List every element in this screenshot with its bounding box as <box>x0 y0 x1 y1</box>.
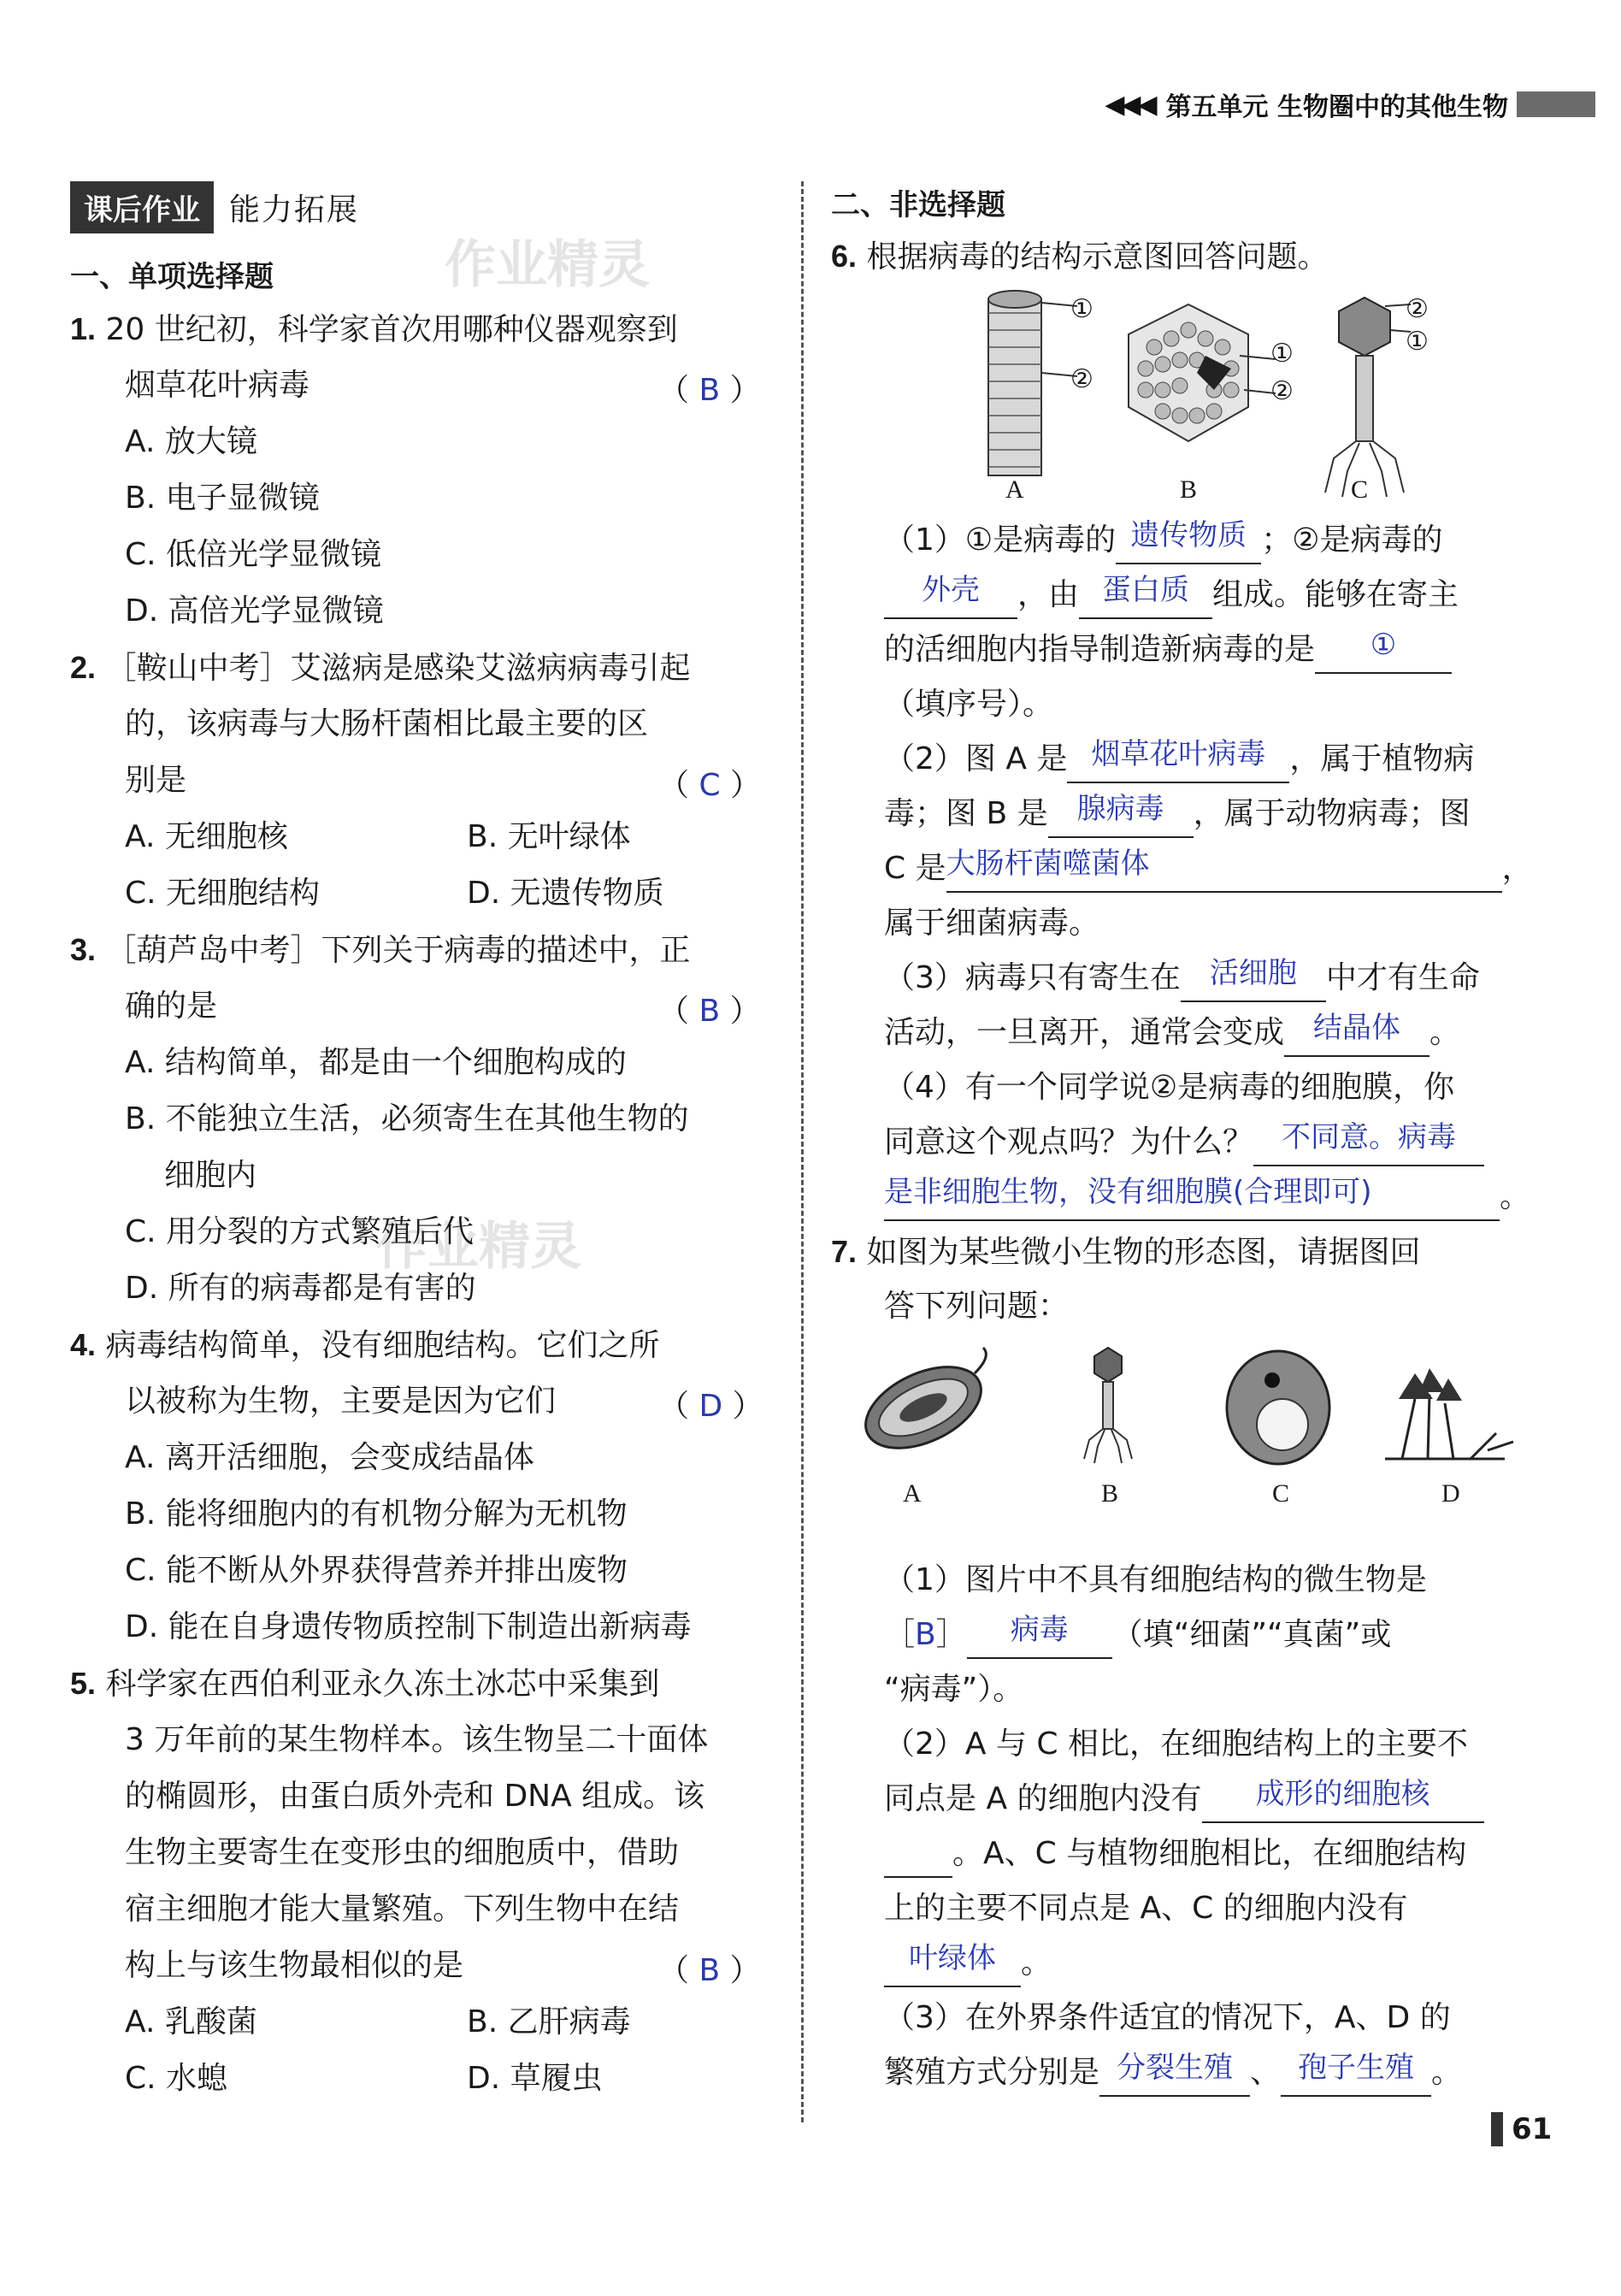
q4-line2: 以被称为生物，主要是因为它们 <box>125 1384 557 1419</box>
q6-p2-line4: 属于细菌病毒。 <box>884 906 1100 941</box>
q6-p2-line1: （2）图 A 是 烟草花叶病毒 ，属于植物病 <box>884 735 1474 783</box>
q7-p3-line1: （3）在外界条件适宜的情况下，A、D 的 <box>884 2000 1451 2035</box>
q6-p1-line1: （1）①是病毒的 遗传物质 ；②是病毒的 <box>884 516 1442 564</box>
q7-p1-line3: “病毒”）。 <box>884 1672 1024 1707</box>
q6-answer-6: 腺病毒 <box>1076 792 1164 826</box>
q7-p2-line2: 同点是 A 的细胞内没有 成形的细胞核 <box>884 1775 1484 1823</box>
microbe-figure <box>855 1339 1522 1476</box>
q2-option-b: B. 无叶绿体 <box>467 819 631 854</box>
q3-option-d: D. 所有的病毒都是有害的 <box>125 1271 476 1306</box>
running-header <box>1105 84 1595 125</box>
section-single-choice: 一、单项选择题 <box>70 260 274 294</box>
q6-answer-1: 遗传物质 <box>1130 518 1247 552</box>
virus-a-rod-icon <box>988 291 1077 475</box>
fig6-label-c: C <box>1351 475 1369 504</box>
q6-answer-4: ① <box>1370 628 1397 662</box>
q6-p3-line1: （3）病毒只有寄生在 活细胞 中才有生命 <box>884 954 1480 1002</box>
header-title: 第五单元 生物圈中的其他生物 <box>1165 92 1508 122</box>
q2-option-a: A. 无细胞核 <box>125 819 288 854</box>
q5-line6: 构上与该生物最相似的是 <box>125 1948 464 1983</box>
fig6-label-a: A <box>1005 475 1024 504</box>
fig7-label-d: D <box>1441 1479 1460 1508</box>
q7-p2-line3: 。A、C 与植物细胞相比，在细胞结构 <box>884 1830 1466 1878</box>
fig7-label-c: C <box>1272 1479 1290 1508</box>
q6-p4-line2: 同意这个观点吗？为什么？ 不同意。病毒 <box>884 1118 1484 1166</box>
q5-option-c: C. 水螅 <box>125 2061 228 2096</box>
q2-option-c: C. 无细胞结构 <box>125 876 321 911</box>
q3-answer: （ B ） <box>658 994 761 1029</box>
q1-option-a: A. 放大镜 <box>125 424 257 459</box>
badge-tag: 课后作业 <box>70 181 214 233</box>
microbe-b-phage-icon <box>1084 1348 1132 1463</box>
fig7-label-b: B <box>1101 1479 1119 1508</box>
q7-line1: 7. 如图为某些微小生物的形态图，请据图回 <box>831 1234 1421 1270</box>
fig7-label-a: A <box>903 1479 922 1508</box>
q6-p1-line4: （填序号）。 <box>884 687 1054 722</box>
q2-option-d: D. 无遗传物质 <box>467 876 664 911</box>
q5-option-b: B. 乙肝病毒 <box>467 2004 631 2039</box>
q1-option-c: C. 低倍光学显微镜 <box>125 537 382 572</box>
q7-p2-line4: 上的主要不同点是 A、C 的细胞内没有 <box>884 1891 1408 1926</box>
q4-answer: （ D ） <box>658 1389 763 1424</box>
q6-p2-line2: 毒；图 B 是 腺病毒 ，属于动物病毒；图 <box>884 790 1471 838</box>
q6-p2-line3: C 是 大肠杆菌噬菌体 ， <box>884 845 1533 893</box>
page-number-mark <box>1491 2112 1503 2146</box>
q1-line1: 1. 20 世纪初，科学家首次用哪种仪器观察到 <box>70 311 678 347</box>
virus-b-adenovirus-icon <box>1129 304 1276 441</box>
fig6-label-b: B <box>1180 475 1198 504</box>
q6-p3-line2: 活动，一旦离开，通常会变成 结晶体 。 <box>884 1009 1460 1057</box>
q5-option-d: D. 草履虫 <box>467 2061 603 2096</box>
q6-p4-line3: 是非细胞生物，没有细胞膜(合理即可) 。 <box>884 1173 1530 1221</box>
q7-p3-line2: 繁殖方式分别是 分裂生殖 、 孢子生殖 。 <box>884 2049 1462 2097</box>
q3-option-b: B. 不能独立生活，必须寄生在其他生物的 <box>125 1101 689 1136</box>
q6-answer-2: 外壳 <box>922 573 980 607</box>
q3-line2: 确的是 <box>125 989 218 1024</box>
fig6-a-label1: ① <box>1070 295 1093 323</box>
q1-option-d: D. 高倍光学显微镜 <box>125 593 384 629</box>
q6-answer-9: 结晶体 <box>1313 1011 1401 1045</box>
q3-option-b-cont: 细胞内 <box>164 1158 257 1193</box>
q3-option-a: A. 结构简单，都是由一个细胞构成的 <box>125 1045 627 1080</box>
q6-p1-line2: 外壳 ，由 蛋白质 组成。能够在寄主 <box>884 571 1459 619</box>
badge-subtitle: 能力拓展 <box>229 192 360 227</box>
q7-answer-3: 成形的细胞核 <box>1255 1777 1430 1811</box>
q7-answer-1: B <box>915 1617 936 1652</box>
homework-badge <box>70 183 359 231</box>
q6-answer-11: 是非细胞生物，没有细胞膜(合理即可) <box>884 1175 1372 1209</box>
page-number: 61 <box>1491 2112 1552 2146</box>
q6-stem: 6. 根据病毒的结构示意图回答问题。 <box>831 239 1329 274</box>
q6-answer-10: 不同意。病毒 <box>1282 1120 1457 1154</box>
q5-line4: 生物主要寄生在变形虫的细胞质中，借助 <box>125 1835 680 1870</box>
q4-option-d: D. 能在自身遗传物质控制下制造出新病毒 <box>125 1609 692 1644</box>
q5-line3: 的椭圆形，由蛋白质外壳和 DNA 组成。该 <box>125 1779 705 1814</box>
q7-line2: 答下列问题： <box>884 1289 1070 1324</box>
q2-line1: 2. ［鞍山中考］艾滋病是感染艾滋病病毒引起 <box>70 650 691 686</box>
q7-answer-4: 叶绿体 <box>909 1941 996 1975</box>
q6-answer-8: 活细胞 <box>1209 956 1297 990</box>
microbe-a-bacterium-icon <box>855 1348 993 1465</box>
q4-option-b: B. 能将细胞内的有机物分解为无机物 <box>125 1496 628 1532</box>
q3-option-c: C. 用分裂的方式繁殖后代 <box>125 1214 475 1249</box>
q7-p1-line2: ［B］ 病毒 （填“细菌”“真菌”或 <box>884 1611 1391 1659</box>
microbe-d-mold-icon <box>1385 1368 1513 1459</box>
q7-answer-2: 病毒 <box>1010 1613 1069 1647</box>
q5-option-a: A. 乳酸菌 <box>125 2004 257 2039</box>
q5-line1: 5. 科学家在西伯利亚永久冻土冰芯中采集到 <box>70 1666 660 1702</box>
q1-line2: 烟草花叶病毒 <box>125 368 310 403</box>
q6-p1-line3: 的活细胞内指导制造新病毒的是 ① <box>884 626 1452 674</box>
header-bar <box>1517 91 1595 117</box>
q7-answer-5: 分裂生殖 <box>1117 2051 1234 2085</box>
fig6-c-label1: ① <box>1406 328 1429 356</box>
q6-answer-7: 大肠杆菌噬菌体 <box>946 847 1150 881</box>
fig6-b-label2: ② <box>1270 377 1294 405</box>
q4-option-c: C. 能不断从外界获得营养并排出废物 <box>125 1553 628 1588</box>
header-arrows-icon: ◀◀◀ <box>1105 89 1154 120</box>
fig6-b-label1: ① <box>1270 339 1294 368</box>
q7-p2-line1: （2）A 与 C 相比，在细胞结构上的主要不 <box>884 1726 1468 1762</box>
q2-line3: 别是 <box>125 763 187 798</box>
q5-line2: 3 万年前的某生物样本。该生物呈二十面体 <box>125 1722 709 1757</box>
fig6-c-label2: ② <box>1406 295 1429 323</box>
q4-line1: 4. 病毒结构简单，没有细胞结构。它们之所 <box>70 1327 660 1363</box>
q1-option-b: B. 电子显微镜 <box>125 481 320 516</box>
q3-line1: 3. ［葫芦岛中考］下列关于病毒的描述中，正 <box>70 932 691 968</box>
fig6-a-label2: ② <box>1070 365 1093 393</box>
q6-answer-3: 蛋白质 <box>1102 573 1190 607</box>
q7-p2-line5: 叶绿体 。 <box>884 1939 1052 1987</box>
column-divider <box>801 181 804 2122</box>
q1-answer: （ B ） <box>658 373 761 408</box>
q6-answer-5: 烟草花叶病毒 <box>1091 737 1266 771</box>
q2-line2: 的，该病毒与大肠杆菌相比最主要的区 <box>125 706 649 741</box>
microbe-c-yeast-icon <box>1227 1351 1329 1464</box>
virus-c-phage-icon <box>1325 298 1411 497</box>
watermark-middle: 作业精灵 <box>376 1217 581 1277</box>
watermark-top: 作业精灵 <box>445 235 650 295</box>
q5-answer: （ B ） <box>658 1953 761 1988</box>
q5-line5: 宿主细胞才能大量繁殖。下列生物中在结 <box>125 1892 680 1927</box>
q7-p1-line1: （1）图片中不具有细胞结构的微生物是 <box>884 1562 1427 1597</box>
section-non-choice: 二、非选择题 <box>831 188 1005 222</box>
q2-answer: （ C ） <box>658 768 762 803</box>
q4-option-a: A. 离开活细胞，会变成结晶体 <box>125 1440 534 1475</box>
q7-answer-6: 孢子生殖 <box>1298 2051 1415 2085</box>
q6-p4-line1: （4）有一个同学说②是病毒的细胞膜，你 <box>884 1070 1455 1105</box>
